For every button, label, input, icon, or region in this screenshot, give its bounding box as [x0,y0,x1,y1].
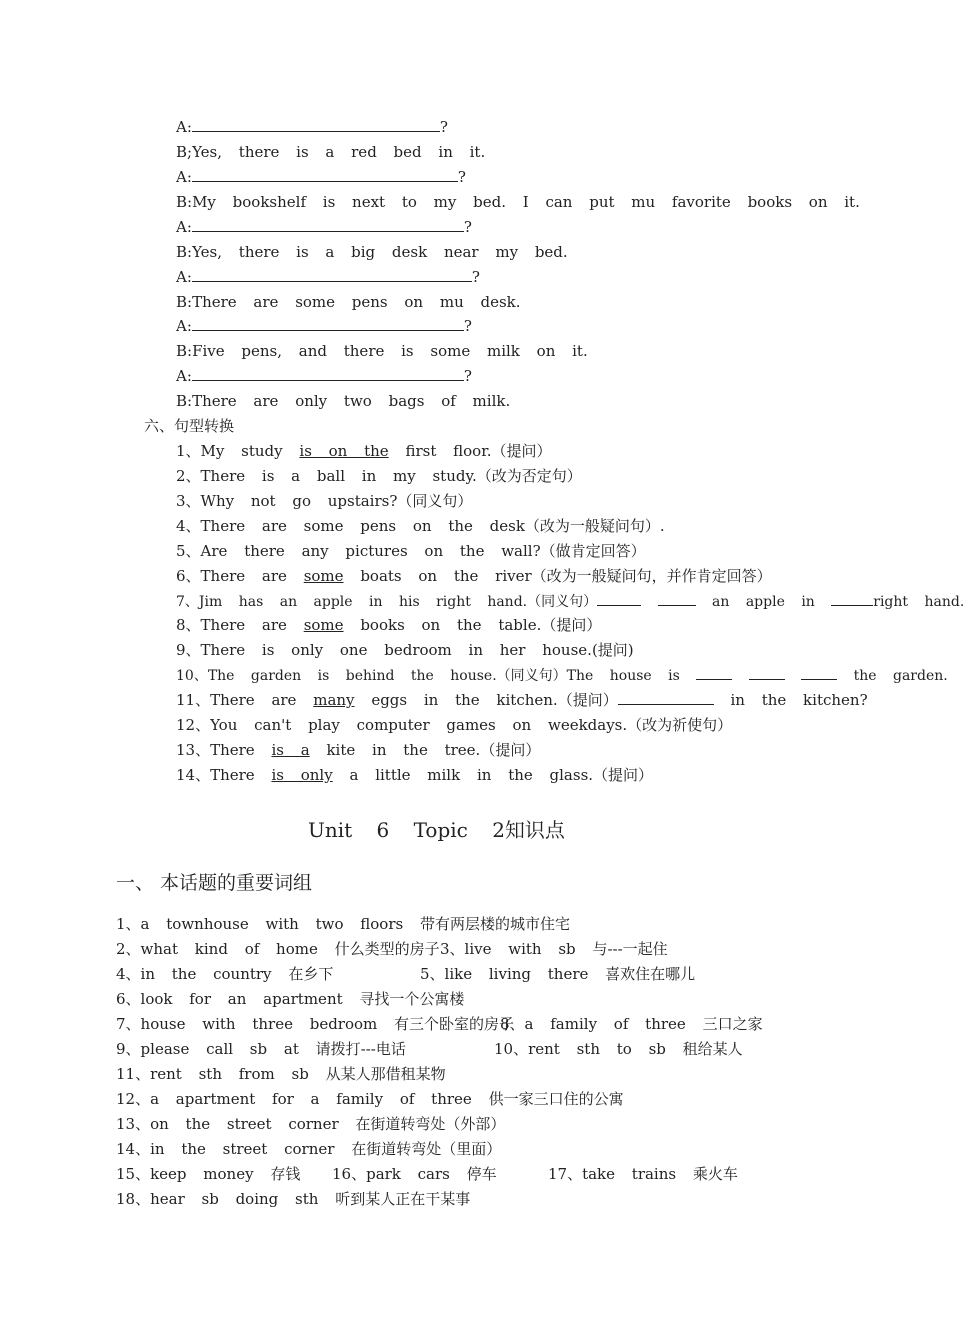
phrase-9: 9、please call sb at 请拨打---电话 [116,1040,406,1058]
phrase-2: 2、what kind of home 什么类型的房子 [116,940,440,958]
phrase-8: 8、a family of three 三口之家 [500,1015,763,1033]
exercise-item-13: 13、There is a kite in the tree.（提问） [176,741,541,759]
dialogue-line-9: A: ? [176,317,472,335]
exercise-item-1: 1、My study is on the first floor.（提问） [176,442,552,460]
exercise-item-4: 4、There are some pens on the desk（改为一般疑问句）. [176,517,665,535]
dialogue-line-4: B:My bookshelf is next to my bed. I can put mu favorite books on it. [176,193,860,211]
phrase-15: 15、keep money 存钱 [116,1165,301,1183]
exercise-item-7: 7、Jim has an apple in his right hand.（同义句） an apple in right hand. [176,591,964,612]
dialogue-line-7: A: ? [176,268,480,286]
phrase-4: 4、in the country 在乡下 [116,965,334,983]
dialogue-line-12: B:There are only two bags of milk. [176,392,511,410]
dialogue-line-1: A: ? [176,118,448,136]
phrase-12: 12、a apartment for a family of three 供一家三口住的公寓 [116,1090,624,1108]
dialogue-line-10: B:Five pens, and there is some milk on it. [176,342,588,360]
exercise-item-14: 14、There is only a little milk in the glass.（提问） [176,766,654,784]
unit-title: Unit 6 Topic 2知识点 [308,818,565,842]
phrase-18: 18、hear sb doing sth 听到某人正在干某事 [116,1190,471,1208]
exercise-item-12: 12、You can't play computer games on weekdays.（改为祈使句） [176,716,733,734]
phrase-11: 11、rent sth from sb 从某人那借租某物 [116,1065,446,1083]
exercise-item-2: 2、There is a ball in my study.（改为否定句） [176,467,582,485]
exercise-item-3: 3、Why not go upstairs?（同义句） [176,492,473,510]
dialogue-line-11: A: ? [176,367,472,385]
part-one-title: 一、 本话题的重要词组 [116,872,313,894]
phrase-10: 10、rent sth to sb 租给某人 [494,1040,743,1058]
phrase-16: 16、park cars 停车 [332,1165,497,1183]
phrase-13: 13、on the street corner 在街道转弯处（外部） [116,1115,506,1133]
phrase-14: 14、in the street corner 在街道转弯处（里面） [116,1140,502,1158]
phrase-3: 3、live with sb 与---一起住 [440,940,668,958]
exercise-item-9: 9、There is only one bedroom in her house.(提问) [176,641,634,659]
phrase-5: 5、like living there 喜欢住在哪儿 [420,965,696,983]
dialogue-line-8: B:There are some pens on mu desk. [176,293,521,311]
dialogue-line-3: A: ? [176,168,466,186]
phrase-6: 6、look for an apartment 寻找一个公寓楼 [116,990,465,1008]
exercise-item-10: 10、The garden is behind the house.（同义句）The house is the garden. [176,665,948,686]
exercise-item-6: 6、There are some boats on the river（改为一般疑问句，并作肯定回答） [176,567,772,585]
section-six-title: 六、句型转换 [144,417,235,435]
dialogue-line-5: A: ? [176,218,472,236]
exercise-item-11: 11、There are many eggs in the kitchen.（提问） in the kitchen? [176,691,868,709]
dialogue-line-2: B;Yes, there is a red bed in it. [176,143,486,161]
exercise-item-8: 8、There are some books on the table.（提问） [176,616,602,634]
phrase-1: 1、a townhouse with two floors 带有两层楼的城市住宅 [116,915,570,933]
exercise-item-5: 5、Are there any pictures on the wall?（做肯定回答） [176,542,646,560]
dialogue-line-6: B:Yes, there is a big desk near my bed. [176,243,568,261]
phrase-7: 7、house with three bedroom 有三个卧室的房子 [116,1015,515,1033]
phrase-17: 17、take trains 乘火车 [548,1165,738,1183]
